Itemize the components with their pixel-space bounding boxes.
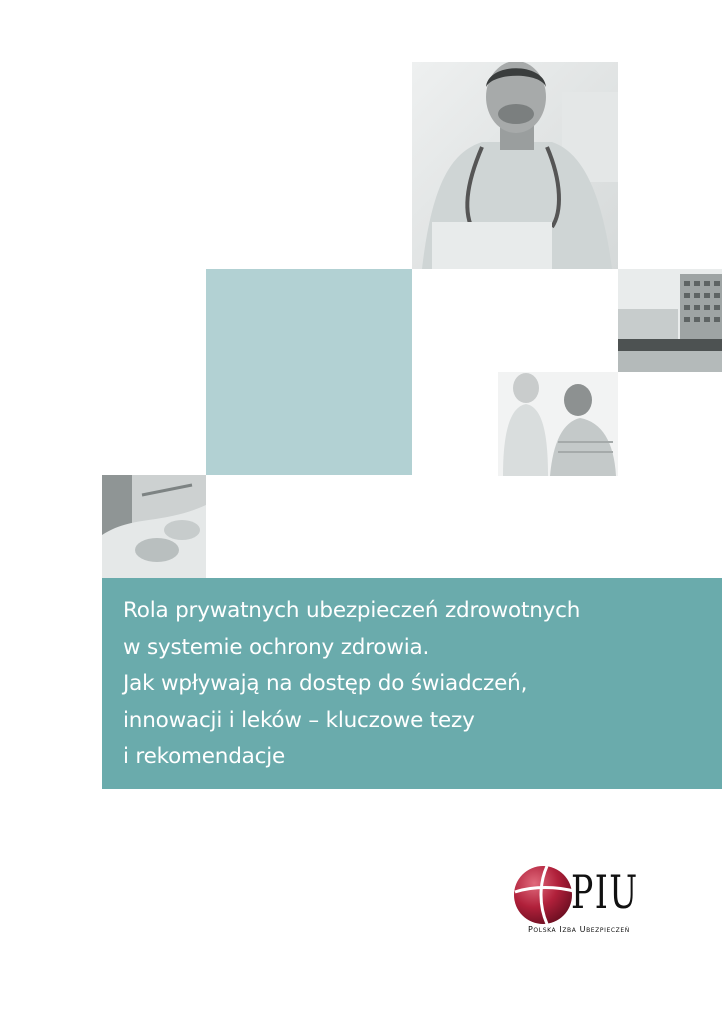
title-band bbox=[102, 578, 722, 789]
photo-nurse bbox=[498, 372, 618, 476]
decorative-square bbox=[206, 269, 412, 475]
photo-doctor bbox=[412, 62, 618, 269]
photo-building bbox=[618, 269, 722, 372]
logo-tagline: Polska Izba Ubezpieczeń bbox=[528, 925, 630, 934]
piu-logo bbox=[513, 862, 663, 942]
title-line-1: Rola prywatnych ubezpieczeń zdrowotnych bbox=[123, 598, 581, 623]
photo-surgery bbox=[102, 475, 206, 579]
title-line-4: innowacji i leków – kluczowe tezy bbox=[123, 707, 475, 733]
title-line-5: i rekomendacje bbox=[123, 744, 286, 769]
logo-text: PIU bbox=[571, 865, 639, 919]
title-line-2: w systemie ochrony zdrowia. bbox=[123, 634, 430, 660]
piu-globe-icon bbox=[513, 862, 579, 928]
title-line-3: Jak wpływają na dostęp do świadczeń, bbox=[123, 671, 528, 696]
